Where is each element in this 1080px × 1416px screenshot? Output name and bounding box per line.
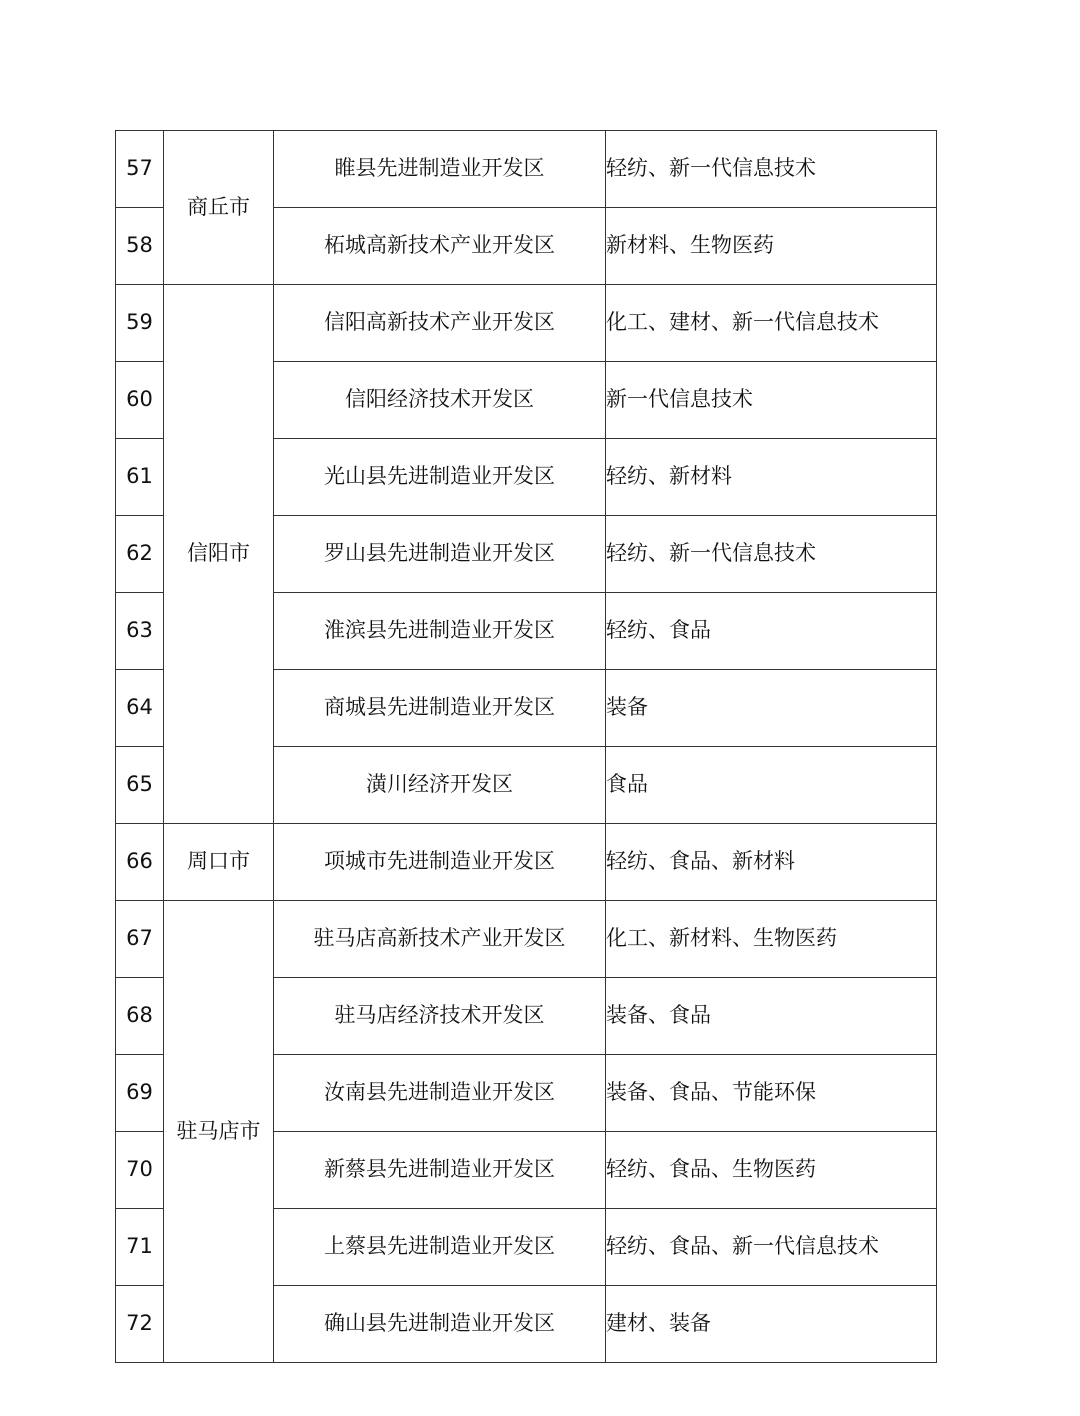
row-number-cell: 65 xyxy=(116,747,164,824)
table-row xyxy=(116,824,937,901)
zone-name-cell: 柘城高新技术产业开发区 xyxy=(274,208,606,285)
row-number-cell: 72 xyxy=(116,1286,164,1363)
zone-name-cell: 汝南县先进制造业开发区 xyxy=(274,1055,606,1132)
row-number-cell: 68 xyxy=(116,978,164,1055)
industry-cell: 装备、食品 xyxy=(606,978,937,1055)
zone-name-cell: 睢县先进制造业开发区 xyxy=(274,131,606,208)
industry-cell: 轻纺、食品 xyxy=(606,593,937,670)
row-number-cell: 70 xyxy=(116,1132,164,1209)
industry-cell: 轻纺、食品、新材料 xyxy=(606,824,937,901)
row-number-cell: 60 xyxy=(116,362,164,439)
zone-name-cell: 信阳经济技术开发区 xyxy=(274,362,606,439)
zone-name-cell: 光山县先进制造业开发区 xyxy=(274,439,606,516)
table-body xyxy=(116,131,937,1363)
industry-cell: 新一代信息技术 xyxy=(606,362,937,439)
row-number-cell: 67 xyxy=(116,901,164,978)
industry-cell: 轻纺、新一代信息技术 xyxy=(606,516,937,593)
row-number-cell: 59 xyxy=(116,285,164,362)
zone-name-cell: 潢川经济开发区 xyxy=(274,747,606,824)
row-number-cell: 58 xyxy=(116,208,164,285)
zone-name-cell: 罗山县先进制造业开发区 xyxy=(274,516,606,593)
industry-cell: 轻纺、食品、新一代信息技术 xyxy=(606,1209,937,1286)
city-cell: 驻马店市 xyxy=(164,901,274,1363)
zone-name-cell: 上蔡县先进制造业开发区 xyxy=(274,1209,606,1286)
industry-cell: 轻纺、新一代信息技术 xyxy=(606,131,937,208)
industry-cell: 建材、装备 xyxy=(606,1286,937,1363)
zone-name-cell: 信阳高新技术产业开发区 xyxy=(274,285,606,362)
industry-cell: 新材料、生物医药 xyxy=(606,208,937,285)
industry-cell: 化工、新材料、生物医药 xyxy=(606,901,937,978)
zone-name-cell: 项城市先进制造业开发区 xyxy=(274,824,606,901)
industry-cell: 食品 xyxy=(606,747,937,824)
row-number-cell: 71 xyxy=(116,1209,164,1286)
row-number-cell: 62 xyxy=(116,516,164,593)
row-number-cell: 69 xyxy=(116,1055,164,1132)
zone-name-cell: 商城县先进制造业开发区 xyxy=(274,670,606,747)
city-cell: 商丘市 xyxy=(164,131,274,285)
row-number-cell: 61 xyxy=(116,439,164,516)
industry-cell: 装备 xyxy=(606,670,937,747)
table-row xyxy=(116,131,937,208)
row-number-cell: 57 xyxy=(116,131,164,208)
zone-name-cell: 淮滨县先进制造业开发区 xyxy=(274,593,606,670)
city-cell: 信阳市 xyxy=(164,285,274,824)
zone-name-cell: 驻马店高新技术产业开发区 xyxy=(274,901,606,978)
table-row xyxy=(116,901,937,978)
zone-name-cell: 确山县先进制造业开发区 xyxy=(274,1286,606,1363)
row-number-cell: 63 xyxy=(116,593,164,670)
row-number-cell: 66 xyxy=(116,824,164,901)
industry-cell: 装备、食品、节能环保 xyxy=(606,1055,937,1132)
industry-cell: 化工、建材、新一代信息技术 xyxy=(606,285,937,362)
zone-name-cell: 驻马店经济技术开发区 xyxy=(274,978,606,1055)
development-zone-table xyxy=(115,130,937,1363)
city-cell: 周口市 xyxy=(164,824,274,901)
zone-name-cell: 新蔡县先进制造业开发区 xyxy=(274,1132,606,1209)
industry-cell: 轻纺、食品、生物医药 xyxy=(606,1132,937,1209)
row-number-cell: 64 xyxy=(116,670,164,747)
table-row xyxy=(116,285,937,362)
industry-cell: 轻纺、新材料 xyxy=(606,439,937,516)
